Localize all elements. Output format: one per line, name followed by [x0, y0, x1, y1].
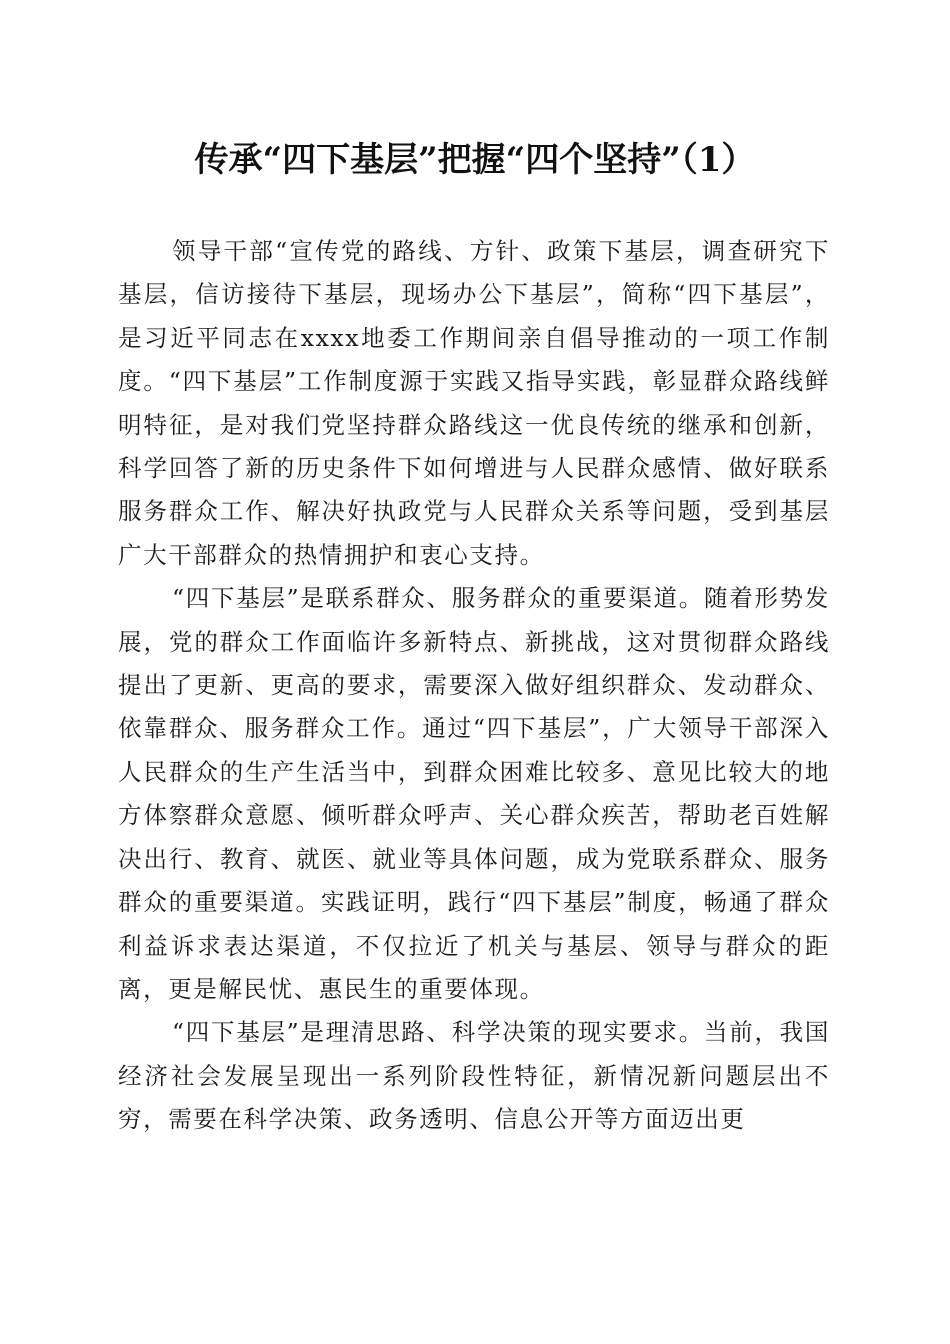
document-body — [118, 230, 830, 1142]
document-title: 传承“四下基层”把握“四个坚持”（1） — [194, 140, 756, 180]
paragraph: 领导干部“宣传党的路线、方针、政策下基层，调查研究下基层，信访接待下基层，现场办公下基层”，简称“四下基层”，是习近平同志在xxxx地委工作期间亲自倡导推动的一项工作制度。“四下基层”工作制度源于实践又指导实践，彰显群众路线鲜明特征，是对我们党坚持群众路线这一优良传统的继承和创新，科学回答了新的历史条件下如何增进与人民群众感情、做好联系服务群众工作、解决好执政党与人民群众关系等问题，受到基层广大干部群众的热情拥护和衷心支持。 — [118, 237, 830, 569]
paragraph: “四下基层”是理清思路、科学决策的现实要求。当前，我国经济社会发展呈现出一系列阶段性特征，新情况新问题层出不穷，需要在科学决策、政务透明、信息公开等方面迈出更 — [118, 1018, 830, 1134]
paragraph: “四下基层”是联系群众、服务群众的重要渠道。随着形势发展，党的群众工作面临许多新特点、新挑战，这对贯彻群众路线提出了更新、更高的要求，需要深入做好组织群众、发动群众、依靠群众、服务群众工作。通过“四下基层”，广大领导干部深入人民群众的生产生活当中，到群众困难比较多、意见比较大的地方体察群众意愿、倾听群众呼声、关心群众疾苦，帮助老百姓解决出行、教育、就医、就业等具体问题，成为党联系群众、服务群众的重要渠道。实践证明，践行“四下基层”制度，畅通了群众利益诉求表达渠道，不仅拉近了机关与基层、领导与群众的距离，更是解民忧、惠民生的重要体现。 — [118, 584, 830, 1003]
